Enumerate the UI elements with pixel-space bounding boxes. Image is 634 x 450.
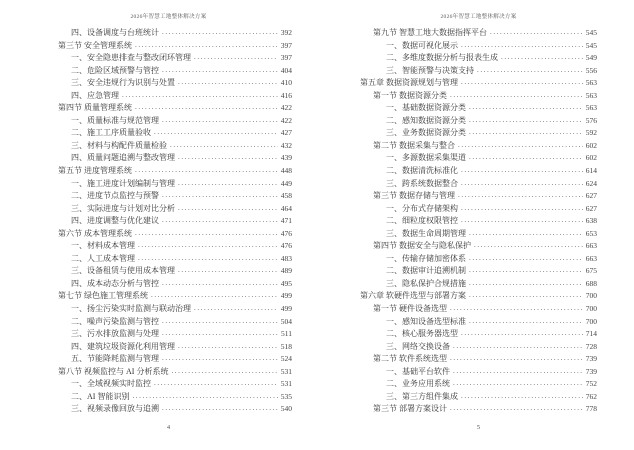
dotted-leader bbox=[178, 151, 278, 164]
toc-entry-title: 四、进度调整与优化建议 bbox=[71, 216, 159, 226]
toc-entry-page-number: 464 bbox=[280, 203, 292, 213]
toc-entry-page-number: 495 bbox=[280, 278, 292, 288]
toc-entry-page-number: 397 bbox=[280, 40, 292, 50]
toc-entry-page-number: 422 bbox=[280, 103, 292, 113]
toc-entry-page-number: 556 bbox=[585, 65, 597, 75]
toc-entry-title: 三、材料与构配件质量检验 bbox=[71, 140, 167, 150]
dotted-leader bbox=[162, 26, 278, 39]
dotted-leader bbox=[138, 239, 278, 252]
toc-entry-page-number: 638 bbox=[585, 216, 597, 226]
toc-entry-title: 三、业务数据资源分类 bbox=[386, 128, 466, 138]
toc-entry-page-number: 449 bbox=[280, 178, 292, 188]
toc-entry-title: 三、隐私保护合规措施 bbox=[386, 278, 466, 288]
toc-entry-title: 一、基础数据资源分类 bbox=[386, 103, 466, 113]
dotted-leader bbox=[178, 264, 278, 277]
dotted-leader bbox=[162, 315, 278, 328]
dotted-leader bbox=[450, 352, 583, 365]
toc-entry-page-number: 489 bbox=[280, 266, 292, 276]
toc-entry-page-number: 448 bbox=[280, 166, 292, 176]
toc-entry-page-number: 458 bbox=[280, 191, 292, 201]
toc-entry-title: 一、全域视频实时监控 bbox=[71, 379, 151, 389]
toc-entry-page-number: 592 bbox=[585, 128, 597, 138]
toc-entry-page-number: 602 bbox=[585, 140, 597, 150]
dotted-leader bbox=[194, 51, 278, 64]
toc-entry-page-number: 576 bbox=[585, 115, 597, 125]
dotted-leader bbox=[178, 202, 278, 215]
toc-entry-title: 三、污水排放监测与处理 bbox=[71, 329, 159, 339]
toc-list-left bbox=[45, 27, 292, 416]
toc-entry-page-number: 416 bbox=[280, 90, 292, 100]
toc-entry-page-number: 627 bbox=[585, 191, 597, 201]
dotted-leader bbox=[178, 340, 278, 353]
toc-entry bbox=[360, 403, 597, 416]
toc-entry-page-number: 504 bbox=[280, 316, 292, 326]
toc-entry-title: 四、成本动态分析与管控 bbox=[71, 278, 159, 288]
dotted-leader bbox=[151, 289, 278, 302]
dotted-leader bbox=[162, 64, 278, 77]
dotted-leader bbox=[194, 302, 278, 315]
dotted-leader bbox=[450, 402, 583, 415]
dotted-leader bbox=[162, 327, 278, 340]
toc-entry-title: 第二节 数据采集与整合 bbox=[373, 140, 455, 150]
toc-entry-title: 二、感知数据资源分类 bbox=[386, 115, 466, 125]
toc-entry-page-number: 535 bbox=[280, 391, 292, 401]
toc-entry-page-number: 471 bbox=[280, 216, 292, 226]
dotted-leader bbox=[453, 365, 583, 378]
toc-entry-title: 一、质量标准与规范管理 bbox=[71, 115, 159, 125]
dotted-leader bbox=[469, 114, 583, 127]
dotted-leader bbox=[469, 277, 583, 290]
dotted-leader bbox=[122, 89, 278, 102]
toc-entry-title: 第四节 质量管理系统 bbox=[58, 103, 132, 113]
dotted-leader bbox=[477, 64, 583, 77]
toc-entry-title: 第三节 数据存储与管理 bbox=[373, 191, 455, 201]
dotted-leader bbox=[132, 390, 277, 403]
dotted-leader bbox=[154, 126, 278, 139]
page-number-footer: 5 bbox=[476, 424, 481, 431]
toc-entry-page-number: 499 bbox=[280, 291, 292, 301]
dotted-leader bbox=[178, 177, 278, 190]
toc-entry-title: 四、建筑垃圾资源化利用管理 bbox=[71, 341, 175, 351]
toc-entry-title: 二、业务应用系统 bbox=[386, 379, 450, 389]
dotted-leader bbox=[154, 377, 278, 390]
toc-entry-page-number: 602 bbox=[585, 153, 597, 163]
toc-entry-title: 二、多维度数据分析与报表生成 bbox=[386, 53, 498, 63]
dotted-leader bbox=[469, 315, 583, 328]
toc-entry-title: 二、进度节点监控与预警 bbox=[71, 191, 159, 201]
toc-entry-page-number: 700 bbox=[585, 304, 597, 314]
toc-entry-page-number: 499 bbox=[280, 304, 292, 314]
dotted-leader bbox=[501, 51, 583, 64]
toc-entry-page-number: 410 bbox=[280, 78, 292, 88]
toc-entry-title: 一、多源数据采集渠道 bbox=[386, 153, 466, 163]
toc-entry-page-number: 739 bbox=[585, 366, 597, 376]
toc-entry-page-number: 688 bbox=[585, 278, 597, 288]
dotted-leader bbox=[135, 101, 278, 114]
toc-entry-title: 四、应急管理 bbox=[71, 90, 119, 100]
running-header: 2026年智慧工地整体解决方案 bbox=[440, 14, 517, 20]
dotted-leader bbox=[135, 39, 278, 52]
toc-entry-page-number: 714 bbox=[585, 329, 597, 339]
toc-page-right bbox=[360, 0, 597, 450]
dotted-leader bbox=[461, 214, 583, 227]
toc-entry-title: 三、视频录像回放与追溯 bbox=[71, 404, 159, 414]
toc-entry-page-number: 511 bbox=[281, 329, 292, 339]
toc-entry-title: 三、数据生命周期管理 bbox=[386, 228, 466, 238]
toc-entry-title: 第五章 数据资源规划与管理 bbox=[360, 78, 458, 88]
toc-entry-title: 三、第三方组件集成 bbox=[386, 391, 458, 401]
dotted-leader bbox=[170, 139, 278, 152]
toc-entry-page-number: 432 bbox=[280, 140, 292, 150]
dotted-leader bbox=[458, 139, 583, 152]
dotted-leader bbox=[162, 352, 278, 365]
toc-entry-page-number: 524 bbox=[280, 354, 292, 364]
toc-entry-page-number: 427 bbox=[280, 128, 292, 138]
dotted-leader bbox=[178, 76, 278, 89]
toc-entry-page-number: 663 bbox=[585, 241, 597, 251]
toc-entry-title: 第九节 智慧工地大数据指挥平台 bbox=[373, 28, 487, 37]
toc-entry-title: 二、人工成本管理 bbox=[71, 253, 135, 263]
toc-entry-page-number: 404 bbox=[280, 65, 292, 75]
toc-entry-title: 第三节 安全管理系统 bbox=[58, 40, 132, 50]
toc-entry-page-number: 752 bbox=[585, 379, 597, 389]
toc-entry-title: 三、安全违规行为识别与处置 bbox=[71, 78, 175, 88]
toc-entry-page-number: 545 bbox=[585, 28, 597, 37]
toc-entry-page-number: 663 bbox=[585, 253, 597, 263]
toc-entry-page-number: 778 bbox=[585, 404, 597, 414]
toc-entry-page-number: 624 bbox=[585, 178, 597, 188]
dotted-leader bbox=[450, 302, 583, 315]
dotted-leader bbox=[490, 26, 583, 39]
dotted-leader bbox=[171, 365, 277, 378]
dotted-leader bbox=[474, 239, 583, 252]
toc-entry-title: 第五节 进度管理系统 bbox=[58, 166, 132, 176]
toc-entry-title: 四、质量问题追溯与整改管理 bbox=[71, 153, 175, 163]
toc-entry-title: 四、设备调度与台班统计 bbox=[71, 28, 159, 37]
toc-entry-page-number: 549 bbox=[585, 53, 597, 63]
toc-entry-page-number: 545 bbox=[585, 40, 597, 50]
toc-entry-title: 二、数据审计追溯机制 bbox=[386, 266, 466, 276]
dotted-leader bbox=[461, 177, 583, 190]
toc-entry-title: 一、分布式存储架构 bbox=[386, 203, 458, 213]
toc-entry-page-number: 728 bbox=[585, 341, 597, 351]
toc-entry-title: 二、细粒度权限管控 bbox=[386, 216, 458, 226]
dotted-leader bbox=[135, 227, 278, 240]
dotted-leader bbox=[162, 402, 278, 415]
toc-entry-title: 第一节 硬件设备选型 bbox=[373, 304, 447, 314]
toc-entry-page-number: 627 bbox=[585, 203, 597, 213]
toc-entry-title: 第六节 成本管理系统 bbox=[58, 228, 132, 238]
toc-entry-title: 一、施工进度计划编制与管理 bbox=[71, 178, 175, 188]
toc-entry-title: 第七节 绿色施工管理系统 bbox=[58, 291, 148, 301]
toc-entry-title: 第三节 部署方案设计 bbox=[373, 404, 447, 414]
toc-entry-page-number: 563 bbox=[585, 103, 597, 113]
toc-entry-title: 一、传输存储加密体系 bbox=[386, 253, 466, 263]
toc-entry-page-number: 762 bbox=[585, 391, 597, 401]
toc-entry-page-number: 563 bbox=[585, 90, 597, 100]
toc-entry bbox=[45, 403, 292, 416]
toc-entry-title: 二、噪声污染监测与管控 bbox=[71, 316, 159, 326]
toc-entry-page-number: 531 bbox=[280, 366, 292, 376]
toc-entry-title: 一、扬尘污染实时监测与联动治理 bbox=[71, 304, 191, 314]
dotted-leader bbox=[162, 214, 278, 227]
dotted-leader bbox=[453, 377, 583, 390]
toc-entry-title: 一、数据可视化展示 bbox=[386, 40, 458, 50]
dotted-leader bbox=[461, 76, 583, 89]
toc-entry-page-number: 614 bbox=[585, 166, 597, 176]
toc-entry-title: 二、危险区域预警与管控 bbox=[71, 65, 159, 75]
toc-entry-page-number: 483 bbox=[280, 253, 292, 263]
toc-entry-title: 第六章 软硬件选型与部署方案 bbox=[360, 291, 466, 301]
toc-entry-page-number: 476 bbox=[280, 228, 292, 238]
toc-entry-page-number: 518 bbox=[280, 341, 292, 351]
dotted-leader bbox=[453, 340, 583, 353]
toc-entry-title: 第八节 视频监控与 AI 分析系统 bbox=[58, 366, 169, 376]
dotted-leader bbox=[469, 151, 583, 164]
toc-entry-title: 五、节能降耗监测与管理 bbox=[71, 354, 159, 364]
toc-entry-page-number: 540 bbox=[280, 404, 292, 414]
toc-entry-title: 三、设备租赁与使用成本管理 bbox=[71, 266, 175, 276]
toc-entry-title: 三、网络交换设备 bbox=[386, 341, 450, 351]
dotted-leader bbox=[469, 289, 583, 302]
dotted-leader bbox=[138, 252, 278, 265]
toc-entry-title: 一、基础平台软件 bbox=[386, 366, 450, 376]
dotted-leader bbox=[461, 390, 583, 403]
toc-list-right bbox=[360, 27, 597, 416]
toc-entry-page-number: 653 bbox=[585, 228, 597, 238]
dotted-leader bbox=[162, 114, 278, 127]
toc-entry-title: 三、跨系统数据整合 bbox=[386, 178, 458, 188]
dotted-leader bbox=[450, 89, 583, 102]
toc-entry-title: 三、实际进度与计划对比分析 bbox=[71, 203, 175, 213]
toc-entry-page-number: 563 bbox=[585, 78, 597, 88]
page-number-footer: 4 bbox=[166, 424, 171, 431]
toc-entry-title: 三、智能预警与决策支持 bbox=[386, 65, 474, 75]
running-header: 2026年智慧工地整体解决方案 bbox=[130, 14, 207, 20]
toc-entry-title: 一、材料成本管理 bbox=[71, 241, 135, 251]
dotted-leader bbox=[461, 164, 583, 177]
toc-entry-title: 二、数据清洗标准化 bbox=[386, 166, 458, 176]
dotted-leader bbox=[469, 264, 583, 277]
toc-entry-page-number: 392 bbox=[280, 28, 292, 37]
dotted-leader bbox=[469, 126, 583, 139]
toc-entry-page-number: 397 bbox=[280, 53, 292, 63]
toc-entry-page-number: 675 bbox=[585, 266, 597, 276]
dotted-leader bbox=[458, 189, 583, 202]
dotted-leader bbox=[461, 327, 583, 340]
dotted-leader bbox=[162, 277, 278, 290]
toc-entry-title: 二、AI 智能识别 bbox=[71, 391, 130, 401]
toc-entry-page-number: 739 bbox=[585, 354, 597, 364]
dotted-leader bbox=[162, 189, 278, 202]
dotted-leader bbox=[461, 202, 583, 215]
toc-entry-page-number: 700 bbox=[585, 316, 597, 326]
toc-entry-page-number: 476 bbox=[280, 241, 292, 251]
dotted-leader bbox=[469, 227, 583, 240]
dotted-leader bbox=[469, 101, 583, 114]
dotted-leader bbox=[461, 39, 583, 52]
toc-page-left bbox=[45, 0, 292, 450]
toc-entry-page-number: 700 bbox=[585, 291, 597, 301]
toc-entry-title: 一、感知设备选型标准 bbox=[386, 316, 466, 326]
toc-entry-title: 二、核心服务器选型 bbox=[386, 329, 458, 339]
toc-entry-title: 一、安全隐患排查与整改闭环管理 bbox=[71, 53, 191, 63]
toc-entry-title: 第一节 数据资源分类 bbox=[373, 90, 447, 100]
toc-entry-title: 二、施工工序质量验收 bbox=[71, 128, 151, 138]
dotted-leader bbox=[469, 252, 583, 265]
toc-entry-page-number: 439 bbox=[280, 153, 292, 163]
toc-entry-page-number: 531 bbox=[280, 379, 292, 389]
toc-entry-page-number: 422 bbox=[280, 115, 292, 125]
toc-entry-title: 第四节 数据安全与隐私保护 bbox=[373, 241, 471, 251]
toc-entry-title: 第二节 软件系统选型 bbox=[373, 354, 447, 364]
dotted-leader bbox=[135, 164, 278, 177]
